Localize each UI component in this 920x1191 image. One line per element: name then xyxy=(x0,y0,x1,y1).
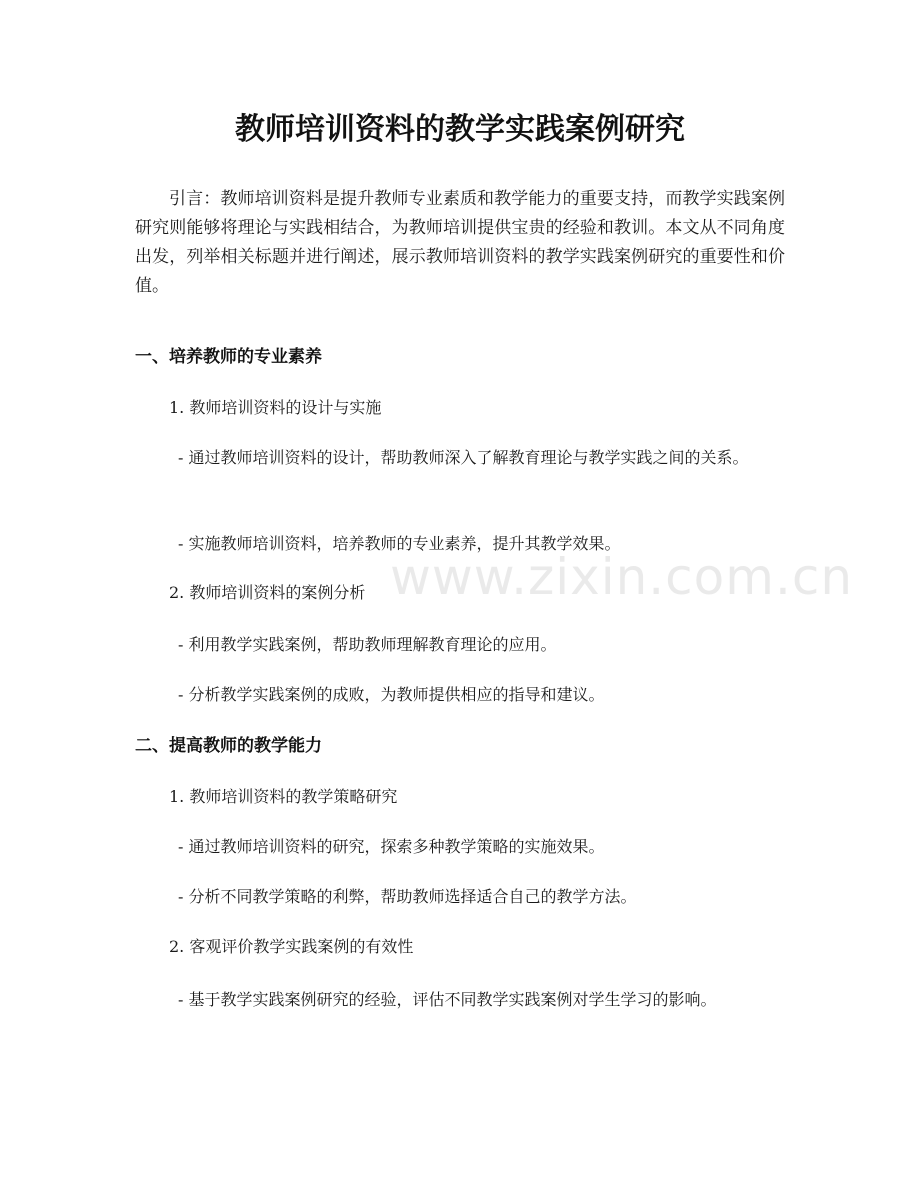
section-heading-1: 一、培养教师的专业素养 xyxy=(135,347,322,367)
subsection-title-2-1: 1. 教师培训资料的教学策略研究 xyxy=(169,787,398,806)
document-title: 教师培训资料的教学实践案例研究 xyxy=(235,112,685,147)
bullet-1-2-2: - 分析教学实践案例的成败，为教师提供相应的指导和建议。 xyxy=(178,685,605,704)
subsection-title-1-2: 2. 教师培训资料的案例分析 xyxy=(169,583,366,602)
intro-paragraph: 引言：教师培训资料是提升教师专业素质和教学能力的重要支持，而教学实践案例研究则能够将理论与实践相结合，为教师培训提供宝贵的经验和教训。本文从不同角度出发，列举相关标题并进行阐述，展示教师培训资料的教学实践案例研究的重要性和价值。 xyxy=(135,189,785,296)
watermark: www.zixin.com.cn xyxy=(390,548,854,606)
subsection-title-1-1: 1. 教师培训资料的设计与实施 xyxy=(169,398,382,417)
bullet-1-1-2: - 实施教师培训资料，培养教师的专业素养，提升其教学效果。 xyxy=(178,534,621,553)
bullet-2-1-1: - 通过教师培训资料的研究，探索多种教学策略的实施效果。 xyxy=(178,837,605,856)
bullet-2-2-1: - 基于教学实践案例研究的经验，评估不同教学实践案例对学生学习的影响。 xyxy=(178,990,717,1009)
bullet-1-1-1: - 通过教师培训资料的设计，帮助教师深入了解教育理论与教学实践之间的关系。 xyxy=(178,448,749,467)
subsection-title-2-2: 2. 客观评价教学实践案例的有效性 xyxy=(169,937,414,956)
section-heading-2: 二、提高教师的教学能力 xyxy=(135,736,322,756)
bullet-1-2-1: - 利用教学实践案例，帮助教师理解教育理论的应用。 xyxy=(178,635,557,654)
bullet-2-1-2: - 分析不同教学策略的利弊，帮助教师选择适合自己的教学方法。 xyxy=(178,887,637,906)
